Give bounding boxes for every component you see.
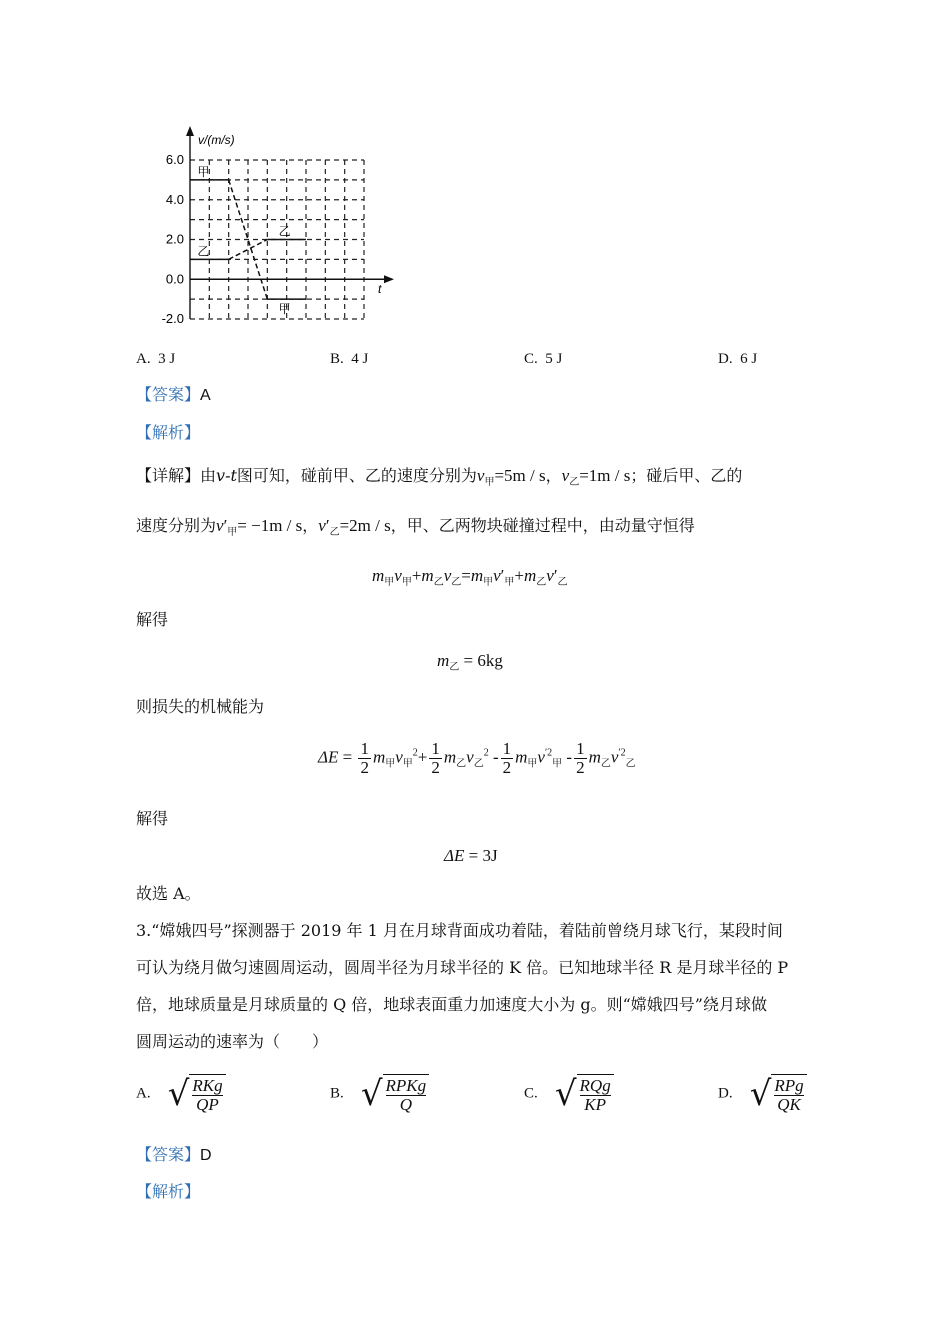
- q3-line2: 可认为绕月做匀速圆周运动，圆周半径为月球半径的 K 倍。已知地球半径 R 是月球半径的 P: [136, 958, 789, 977]
- choose-text: 故选 A。: [136, 884, 201, 903]
- y-tick-label: 4.0: [165, 191, 184, 207]
- y-tick-label: 2.0: [165, 231, 184, 247]
- series-label: 乙: [197, 244, 210, 259]
- mass-result: $m_乙 = 6kg$: [437, 651, 503, 673]
- y-axis-arrow: [186, 126, 194, 136]
- solve-label-2: 解得: [136, 809, 169, 828]
- series-label: 甲: [197, 164, 210, 179]
- q3-analysis-tag: 【解析】: [136, 1182, 201, 1201]
- q2-detail-line2: 速度分别为$v'_甲= -1m / s$，$v'_乙=2m / s$，甲、乙两物块碰撞过程中，由动量守恒得: [136, 516, 695, 538]
- y-tick-label: -2.0: [161, 311, 184, 326]
- solve-label-1: 解得: [136, 610, 169, 629]
- energy-loss-label: 则损失的机械能为: [136, 697, 265, 716]
- q2-analysis-tag: 【解析】: [136, 423, 201, 442]
- q3-option-a: A. √ RKg QP: [136, 1074, 226, 1114]
- option-a: A. 3 J: [136, 351, 176, 367]
- series-label: 甲: [278, 302, 291, 317]
- energy-equation: ΔE = $\frac{1}{2}$ $m_甲v_甲^2+$ $\frac{1}{2}$ $m_乙v_乙^2$ - $\frac{1}{2}$ $m_甲v^{'2}_甲$ - $\frac{1}{2}$ $m_乙v^{'2}_乙$: [318, 739, 636, 777]
- vt-chart: [150, 124, 410, 334]
- x-axis-arrow: [384, 275, 394, 283]
- option-d: D. 6 J: [718, 351, 758, 367]
- option-b: B. 4 J: [330, 351, 369, 367]
- q3-answer: 【答案】D: [136, 1145, 212, 1164]
- q3-option-c: C. √ RQg KP: [524, 1074, 614, 1114]
- q3-line4: 圆周运动的速率为（ ）: [136, 1032, 329, 1051]
- x-axis-label: t: [378, 282, 382, 296]
- chart-labels: [197, 165, 290, 316]
- series-label: 乙: [278, 224, 291, 239]
- y-tick-label: 0.0: [165, 271, 184, 287]
- chart-tick-labels: [162, 152, 184, 326]
- y-axis-label: v/(m/s): [198, 133, 235, 147]
- q3-line1: 3.“嫦娥四号”探测器于 2019 年 1 月在月球背面成功着陆，着陆前曾绕月球飞行，某段时间: [136, 921, 783, 940]
- q3-line3: 倍，地球质量是月球质量的 Q 倍，地球表面重力加速度大小为 g。则“嫦娥四号”绕月球做: [136, 995, 767, 1014]
- q3-option-b: B. √ RPKg Q: [330, 1074, 429, 1114]
- momentum-equation: $m_甲v_甲+m_乙v_乙=m_甲v'_甲+m_乙v'_乙$: [372, 566, 568, 588]
- q2-answer: 【答案】A: [136, 385, 211, 404]
- q2-detail-line1: 【详解】由v-t图可知，碰前甲、乙的速度分别为$v_甲=5m / s$，$v_乙=1m / s$；碰后甲、乙的: [136, 466, 743, 488]
- y-tick-label: 6.0: [165, 152, 184, 167]
- q3-option-d: D. √ RPg QK: [718, 1074, 807, 1114]
- option-c: C. 5 J: [524, 351, 563, 367]
- chart-axes: [186, 126, 394, 319]
- energy-result: ΔE = 3J: [444, 846, 498, 865]
